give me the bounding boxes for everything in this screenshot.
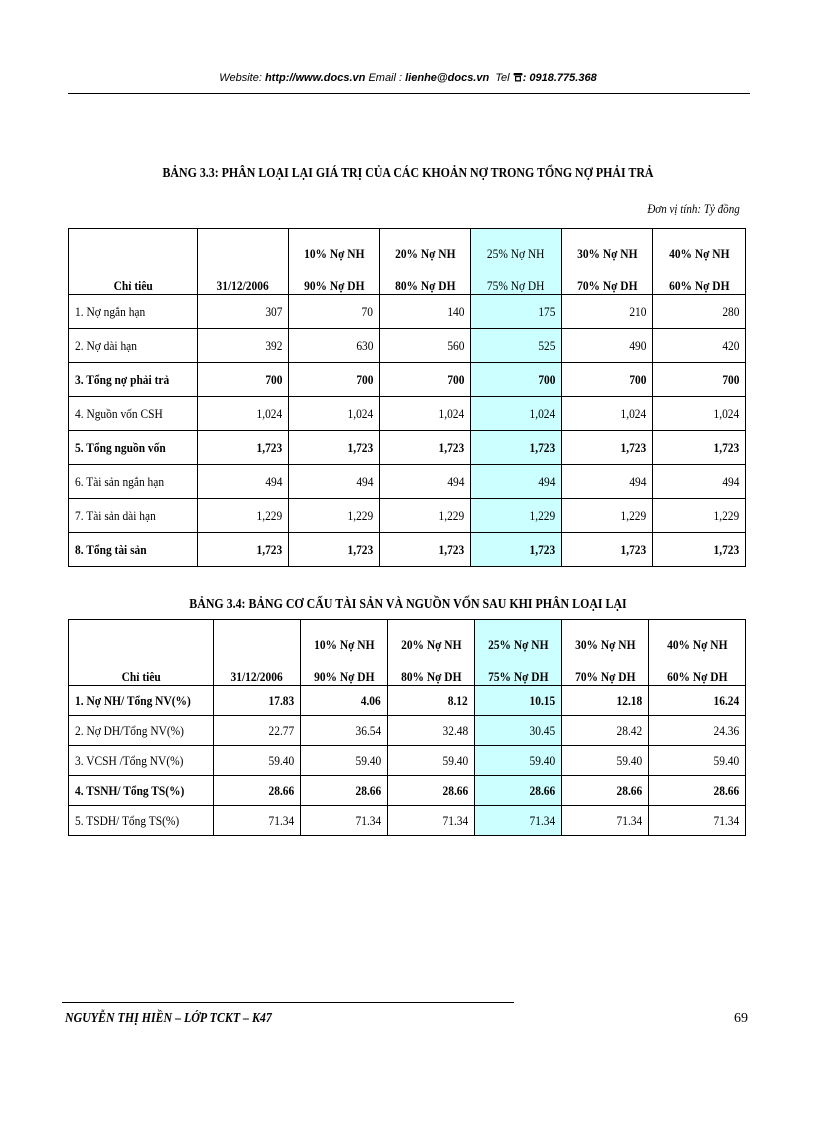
value-cell bbox=[653, 465, 746, 499]
scenario-bottom-label: 75% Nợ DH bbox=[487, 669, 549, 684]
table-row bbox=[69, 776, 746, 806]
cell-value: 1,024 bbox=[529, 405, 555, 421]
table1-title: BẢNG 3.3: PHÂN LOẠI LẠI GIÁ TRỊ CỦA CÁC KHOẢN NỢ TRONG TỔNG NỢ PHẢI TRẢ bbox=[162, 166, 654, 181]
cell-value: 630 bbox=[355, 337, 373, 353]
table-row bbox=[69, 329, 746, 363]
value-cell bbox=[653, 329, 746, 363]
cell-value: 1,229 bbox=[620, 507, 646, 523]
row-label-cell bbox=[69, 465, 198, 499]
table-row bbox=[69, 746, 746, 776]
value-cell bbox=[289, 329, 380, 363]
row-label-cell bbox=[69, 806, 214, 836]
cell-value: 392 bbox=[264, 337, 282, 353]
value-cell bbox=[198, 397, 289, 431]
value-cell bbox=[214, 746, 301, 776]
cell-value: 28.42 bbox=[616, 722, 642, 738]
value-cell bbox=[380, 363, 471, 397]
phone-number: : 0918.775.368 bbox=[522, 72, 597, 84]
scenario-header-bottom bbox=[475, 653, 562, 686]
scenario-top-label: 10% Nợ NH bbox=[313, 636, 375, 652]
cell-value: 8.12 bbox=[447, 692, 468, 708]
row-label-cell bbox=[69, 329, 198, 363]
cell-value: 71.34 bbox=[616, 812, 642, 828]
value-cell bbox=[380, 499, 471, 533]
value-cell bbox=[562, 295, 653, 329]
value-cell bbox=[471, 295, 562, 329]
scenario-header-bottom bbox=[562, 653, 649, 686]
cell-value: 700 bbox=[355, 371, 373, 387]
cell-value: 1,024 bbox=[620, 405, 646, 421]
cell-value: 1,723 bbox=[347, 541, 373, 557]
row-label-cell bbox=[69, 716, 214, 746]
value-cell bbox=[214, 686, 301, 716]
value-cell bbox=[289, 465, 380, 499]
table-row bbox=[69, 295, 746, 329]
cell-value: 10.15 bbox=[529, 692, 555, 708]
cell-value: 1,723 bbox=[438, 541, 464, 557]
value-cell bbox=[653, 499, 746, 533]
value-cell bbox=[301, 746, 388, 776]
cell-value: 28.66 bbox=[713, 782, 739, 798]
scenario-header-top bbox=[388, 620, 475, 653]
cell-value: 420 bbox=[721, 337, 739, 353]
value-cell bbox=[562, 806, 649, 836]
value-cell bbox=[471, 329, 562, 363]
scenario-header-top bbox=[380, 229, 471, 262]
cell-value: 1,723 bbox=[620, 541, 646, 557]
scenario-top-label: 25% Nợ NH bbox=[487, 245, 545, 261]
row-label: 1. Nợ ngắn hạn bbox=[75, 303, 146, 319]
value-cell bbox=[388, 686, 475, 716]
cell-value: 560 bbox=[446, 337, 464, 353]
value-cell bbox=[562, 397, 653, 431]
scenario-header-bottom bbox=[653, 262, 746, 295]
cell-value: 17.83 bbox=[268, 692, 294, 708]
scenario-header-bottom bbox=[471, 262, 562, 295]
cell-value: 700 bbox=[628, 371, 646, 387]
asset-capital-structure-table bbox=[68, 619, 746, 836]
cell-value: 140 bbox=[446, 303, 464, 319]
scenario-header-bottom bbox=[562, 262, 653, 295]
cell-value: 28.66 bbox=[442, 782, 468, 798]
table-row bbox=[69, 533, 746, 567]
header-cell-label bbox=[69, 620, 214, 686]
value-cell bbox=[471, 431, 562, 465]
scenario-bottom-label: 90% Nợ DH bbox=[303, 278, 365, 293]
row-label-cell bbox=[69, 363, 198, 397]
scenario-header-top bbox=[649, 620, 746, 653]
value-cell bbox=[471, 363, 562, 397]
value-cell bbox=[380, 397, 471, 431]
scenario-bottom-label: 80% Nợ DH bbox=[400, 669, 462, 684]
cell-value: 494 bbox=[721, 473, 739, 489]
cell-value: 700 bbox=[446, 371, 464, 387]
row-label-cell bbox=[69, 776, 214, 806]
value-cell bbox=[214, 806, 301, 836]
cell-value: 4.06 bbox=[360, 692, 381, 708]
scenario-top-label: 20% Nợ NH bbox=[400, 636, 462, 652]
value-cell bbox=[289, 295, 380, 329]
website-link[interactable]: http://www.docs.vn bbox=[264, 72, 366, 84]
value-cell bbox=[653, 295, 746, 329]
cell-value: 71.34 bbox=[355, 812, 381, 828]
value-cell bbox=[471, 397, 562, 431]
scenario-top-label: 40% Nợ NH bbox=[666, 636, 728, 652]
cell-value: 280 bbox=[721, 303, 739, 319]
row-label-cell bbox=[69, 397, 198, 431]
row-label-cell bbox=[69, 499, 198, 533]
cell-value: 494 bbox=[446, 473, 464, 489]
scenario-header-bottom bbox=[380, 262, 471, 295]
value-cell bbox=[649, 746, 746, 776]
cell-value: 494 bbox=[628, 473, 646, 489]
page-number: 69 bbox=[734, 1011, 748, 1026]
cell-value: 71.34 bbox=[529, 812, 555, 828]
telephone-icon bbox=[513, 72, 523, 82]
table2-title: BẢNG 3.4: BẢNG CƠ CẤU TÀI SẢN VÀ NGUỒN VỐN SAU KHI PHÂN LOẠI LẠI bbox=[189, 597, 627, 612]
value-cell bbox=[198, 295, 289, 329]
value-cell bbox=[649, 776, 746, 806]
value-cell bbox=[562, 499, 653, 533]
value-cell bbox=[388, 806, 475, 836]
cell-value: 71.34 bbox=[268, 812, 294, 828]
row-label: 5. TSDH/ Tổng TS(%) bbox=[75, 812, 180, 828]
value-cell bbox=[388, 716, 475, 746]
table-row bbox=[69, 716, 746, 746]
cell-value: 1,723 bbox=[347, 439, 373, 455]
value-cell bbox=[198, 533, 289, 567]
value-cell bbox=[289, 431, 380, 465]
email-label: Email : bbox=[368, 72, 403, 84]
scenario-header-bottom bbox=[388, 653, 475, 686]
cell-value: 700 bbox=[537, 371, 555, 387]
value-cell bbox=[562, 533, 653, 567]
value-cell bbox=[653, 397, 746, 431]
table-row bbox=[69, 363, 746, 397]
cell-value: 32.48 bbox=[442, 722, 468, 738]
table-row bbox=[69, 686, 746, 716]
cell-value: 700 bbox=[721, 371, 739, 387]
cell-value: 71.34 bbox=[442, 812, 468, 828]
row-label: 7. Tài sản dài hạn bbox=[75, 507, 156, 523]
cell-value: 175 bbox=[537, 303, 555, 319]
value-cell bbox=[475, 686, 562, 716]
value-cell bbox=[289, 499, 380, 533]
value-cell bbox=[214, 776, 301, 806]
cell-value: 28.66 bbox=[529, 782, 555, 798]
scenario-top-label: 10% Nợ NH bbox=[303, 245, 365, 261]
table-row bbox=[69, 397, 746, 431]
value-cell bbox=[653, 431, 746, 465]
cell-value: 22.77 bbox=[268, 722, 294, 738]
value-cell bbox=[198, 329, 289, 363]
scenario-header-bottom bbox=[649, 653, 746, 686]
cell-value: 494 bbox=[264, 473, 282, 489]
row-label: 3. Tổng nợ phải trả bbox=[75, 371, 170, 387]
cell-value: 210 bbox=[628, 303, 646, 319]
row-label: 2. Nợ DH/Tổng NV(%) bbox=[75, 722, 184, 738]
scenario-bottom-label: 60% Nợ DH bbox=[668, 278, 730, 293]
cell-value: 1,723 bbox=[529, 439, 555, 455]
cell-value: 24.36 bbox=[713, 722, 739, 738]
cell-value: 30.45 bbox=[529, 722, 555, 738]
value-cell bbox=[475, 806, 562, 836]
row-label: 3. VCSH /Tổng NV(%) bbox=[75, 752, 184, 768]
cell-value: 28.66 bbox=[355, 782, 381, 798]
cell-value: 490 bbox=[628, 337, 646, 353]
value-cell bbox=[388, 776, 475, 806]
cell-value: 1,229 bbox=[347, 507, 373, 523]
cell-value: 1,723 bbox=[438, 439, 464, 455]
table-row bbox=[69, 499, 746, 533]
row-label: 8. Tổng tài sản bbox=[75, 541, 147, 557]
header-divider bbox=[68, 93, 750, 94]
table-row bbox=[69, 465, 746, 499]
cell-value: 12.18 bbox=[616, 692, 642, 708]
header-cell-date bbox=[198, 229, 289, 295]
cell-value: 525 bbox=[537, 337, 555, 353]
header-row-scenarios bbox=[69, 229, 746, 262]
value-cell bbox=[475, 746, 562, 776]
website-label: Website: bbox=[219, 72, 262, 84]
row-label: 5. Tổng nguồn vốn bbox=[75, 439, 166, 455]
value-cell bbox=[471, 499, 562, 533]
cell-value: 494 bbox=[355, 473, 373, 489]
cell-value: 1,024 bbox=[713, 405, 739, 421]
header-cell-label bbox=[69, 229, 198, 295]
value-cell bbox=[380, 329, 471, 363]
row-label-cell bbox=[69, 686, 214, 716]
cell-value: 16.24 bbox=[713, 692, 739, 708]
value-cell bbox=[475, 776, 562, 806]
row-label-cell bbox=[69, 431, 198, 465]
value-cell bbox=[562, 746, 649, 776]
cell-value: 36.54 bbox=[355, 722, 381, 738]
scenario-top-label: 25% Nợ NH bbox=[487, 636, 549, 652]
value-cell bbox=[301, 716, 388, 746]
row-label: 4. Nguồn vốn CSH bbox=[75, 405, 163, 421]
cell-value: 1,723 bbox=[713, 541, 739, 557]
cell-value: 71.34 bbox=[713, 812, 739, 828]
header-row-scenarios bbox=[69, 620, 746, 653]
footer-author: NGUYỄN THỊ HIỀN – LỚP TCKT – K47 bbox=[65, 1011, 272, 1026]
cell-value: 1,723 bbox=[713, 439, 739, 455]
cell-value: 70 bbox=[361, 303, 373, 319]
scenario-header-bottom bbox=[289, 262, 380, 295]
cell-value: 1,229 bbox=[438, 507, 464, 523]
scenario-bottom-label: 60% Nợ DH bbox=[666, 669, 728, 684]
value-cell bbox=[198, 363, 289, 397]
value-cell bbox=[289, 397, 380, 431]
scenario-top-label: 20% Nợ NH bbox=[394, 245, 456, 261]
value-cell bbox=[475, 716, 562, 746]
scenario-header-top bbox=[289, 229, 380, 262]
row-label-cell bbox=[69, 533, 198, 567]
cell-value: 59.40 bbox=[713, 752, 739, 768]
value-cell bbox=[562, 363, 653, 397]
value-cell bbox=[198, 431, 289, 465]
scenario-header-top bbox=[653, 229, 746, 262]
value-cell bbox=[198, 499, 289, 533]
value-cell bbox=[562, 329, 653, 363]
value-cell bbox=[301, 776, 388, 806]
value-cell bbox=[562, 776, 649, 806]
value-cell bbox=[649, 686, 746, 716]
value-cell bbox=[380, 465, 471, 499]
cell-value: 1,229 bbox=[256, 507, 282, 523]
row-label-cell bbox=[69, 746, 214, 776]
value-cell bbox=[380, 431, 471, 465]
scenario-bottom-label: 80% Nợ DH bbox=[394, 278, 456, 293]
scenario-bottom-label: 70% Nợ DH bbox=[576, 278, 638, 293]
table-row bbox=[69, 806, 746, 836]
row-label: 6. Tài sản ngắn hạn bbox=[75, 473, 165, 489]
header-cell-date bbox=[214, 620, 301, 686]
value-cell bbox=[388, 746, 475, 776]
cell-value: 1,723 bbox=[256, 541, 282, 557]
cell-value: 28.66 bbox=[616, 782, 642, 798]
cell-value: 59.40 bbox=[529, 752, 555, 768]
header-label: Chỉ tiêu bbox=[113, 278, 153, 293]
table-row bbox=[69, 431, 746, 465]
scenario-bottom-label: 75% Nợ DH bbox=[487, 278, 545, 293]
scenario-header-top bbox=[562, 620, 649, 653]
cell-value: 1,024 bbox=[256, 405, 282, 421]
value-cell bbox=[649, 806, 746, 836]
tel-label: Tel bbox=[495, 72, 510, 84]
value-cell bbox=[214, 716, 301, 746]
cell-value: 1,229 bbox=[529, 507, 555, 523]
value-cell bbox=[380, 295, 471, 329]
cell-value: 1,024 bbox=[347, 405, 373, 421]
scenario-header-top bbox=[562, 229, 653, 262]
scenario-header-top bbox=[475, 620, 562, 653]
scenario-header-top bbox=[471, 229, 562, 262]
value-cell bbox=[562, 431, 653, 465]
cell-value: 494 bbox=[537, 473, 555, 489]
value-cell bbox=[653, 363, 746, 397]
debt-reclassification-table bbox=[68, 228, 746, 567]
row-label-cell bbox=[69, 295, 198, 329]
value-cell bbox=[649, 716, 746, 746]
value-cell bbox=[471, 533, 562, 567]
cell-value: 59.40 bbox=[442, 752, 468, 768]
value-cell bbox=[653, 533, 746, 567]
header-label: Chỉ tiêu bbox=[121, 669, 161, 684]
scenario-top-label: 30% Nợ NH bbox=[574, 636, 636, 652]
value-cell bbox=[301, 686, 388, 716]
cell-value: 1,024 bbox=[438, 405, 464, 421]
value-cell bbox=[471, 465, 562, 499]
scenario-top-label: 30% Nợ NH bbox=[576, 245, 638, 261]
value-cell bbox=[289, 363, 380, 397]
page-header bbox=[68, 72, 748, 84]
cell-value: 1,229 bbox=[713, 507, 739, 523]
cell-value: 307 bbox=[264, 303, 282, 319]
cell-value: 1,723 bbox=[256, 439, 282, 455]
row-label: 4. TSNH/ Tổng TS(%) bbox=[75, 782, 185, 798]
cell-value: 59.40 bbox=[616, 752, 642, 768]
cell-value: 1,723 bbox=[529, 541, 555, 557]
value-cell bbox=[301, 806, 388, 836]
footer-divider bbox=[62, 1002, 514, 1003]
value-cell bbox=[198, 465, 289, 499]
scenario-top-label: 40% Nợ NH bbox=[668, 245, 730, 261]
scenario-header-top bbox=[301, 620, 388, 653]
unit-label: Đơn vị tính: Tỷ đồng bbox=[647, 201, 740, 216]
row-label: 1. Nợ NH/ Tổng NV(%) bbox=[75, 692, 191, 708]
scenario-header-bottom bbox=[301, 653, 388, 686]
cell-value: 59.40 bbox=[355, 752, 381, 768]
row-label: 2. Nợ dài hạn bbox=[75, 337, 137, 353]
scenario-bottom-label: 90% Nợ DH bbox=[313, 669, 375, 684]
header-date: 31/12/2006 bbox=[216, 278, 270, 293]
header-date: 31/12/2006 bbox=[230, 669, 284, 684]
cell-value: 59.40 bbox=[268, 752, 294, 768]
cell-value: 1,723 bbox=[620, 439, 646, 455]
value-cell bbox=[380, 533, 471, 567]
value-cell bbox=[562, 716, 649, 746]
cell-value: 28.66 bbox=[268, 782, 294, 798]
value-cell bbox=[562, 465, 653, 499]
scenario-bottom-label: 70% Nợ DH bbox=[574, 669, 636, 684]
value-cell bbox=[289, 533, 380, 567]
cell-value: 700 bbox=[264, 371, 282, 387]
value-cell bbox=[562, 686, 649, 716]
email-link[interactable]: lienhe@docs.vn bbox=[405, 72, 490, 84]
